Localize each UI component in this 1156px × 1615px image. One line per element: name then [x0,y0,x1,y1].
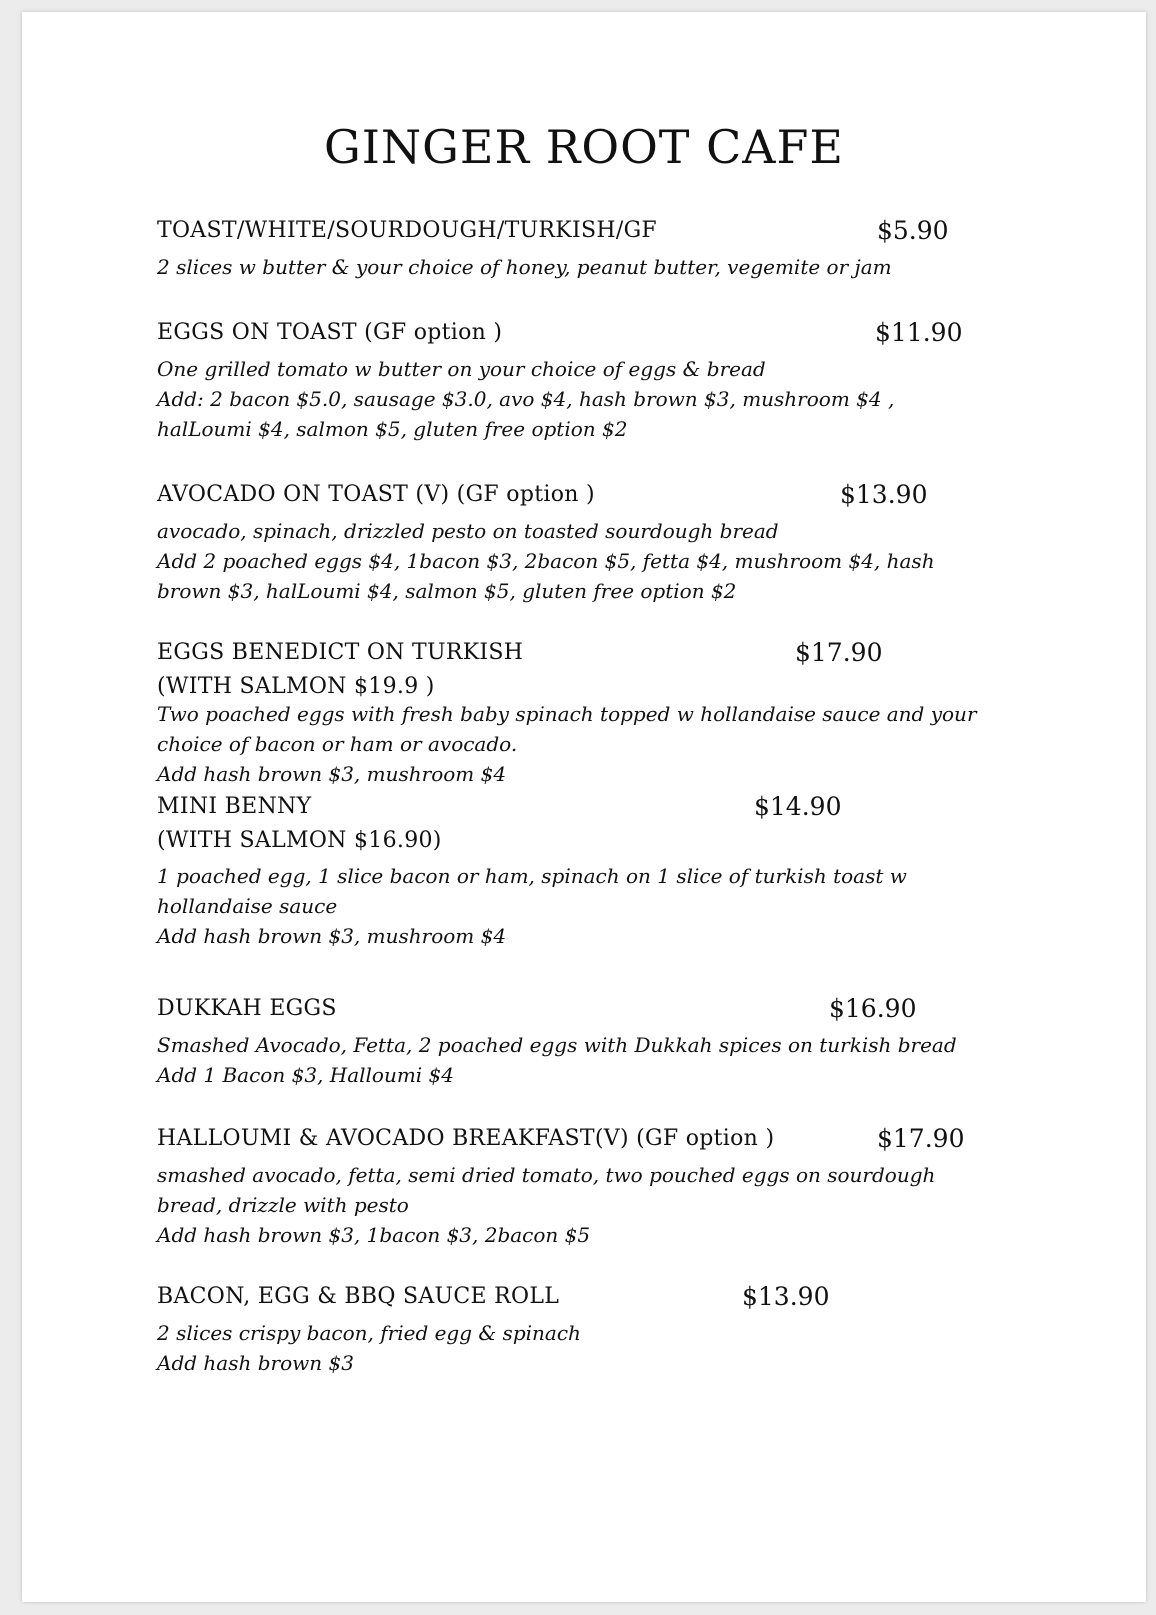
item-price: $11.90 [875,318,963,347]
menu-item [157,482,935,606]
item-description: hollandaise sauce [157,894,338,918]
item-description: One grilled tomato w butter on your choice of eggs & bread [157,357,766,381]
menu-item [157,216,949,282]
item-name: EGGS ON TOAST (GF option ) [157,320,503,345]
item-name: BACON, EGG & BBQ SAUCE ROLL [157,1284,560,1309]
menu-page [22,12,1146,1602]
item-name: EGGS BENEDICT ON TURKISH [157,640,524,665]
item-description: Add 1 Bacon $3, Halloumi $4 [157,1063,455,1087]
item-price: $17.90 [795,638,883,667]
item-description: bread, drizzle with pesto [157,1193,409,1217]
item-description: avocado, spinach, drizzled pesto on toasted sourdough bread [157,519,779,543]
item-price: $16.90 [829,994,917,1023]
item-description: brown $3, halLoumi $4, salmon $5, gluten free option $2 [157,579,737,603]
item-description: Add hash brown $3 [157,1351,354,1375]
item-description: halLoumi $4, salmon $5, gluten free option $2 [157,417,628,441]
item-price: $17.90 [877,1124,965,1153]
item-price: $13.90 [840,480,928,509]
item-name: HALLOUMI & AVOCADO BREAKFAST(V) (GF option ) [157,1126,775,1151]
item-description: 2 slices w butter & your choice of honey, peanut butter, vegemite or jam [157,255,892,279]
item-description: Add hash brown $3, 1bacon $3, 2bacon $5 [157,1223,591,1247]
item-subname: (WITH SALMON $19.9 ) [157,674,435,699]
item-description: 1 poached egg, 1 slice bacon or ham, spinach on 1 slice of turkish toast w [157,864,907,888]
menu-item [157,794,907,951]
item-price: $5.90 [877,216,949,245]
item-description: Add 2 poached eggs $4, 1bacon $3, 2bacon $5, fetta $4, mushroom $4, hash [157,549,935,573]
item-description: Smashed Avocado, Fetta, 2 poached eggs with Dukkah spices on turkish bread [157,1033,957,1057]
menu-item [157,1282,830,1378]
item-name: MINI BENNY [157,794,312,819]
item-name: DUKKAH EGGS [157,996,337,1021]
menu-item [157,640,977,789]
cafe-title: GINGER ROOT CAFE [323,120,845,174]
item-name: AVOCADO ON TOAST (V) (GF option ) [157,482,595,507]
item-price: $14.90 [754,792,842,821]
item-subname: (WITH SALMON $16.90) [157,828,442,853]
item-description: 2 slices crispy bacon, fried egg & spinach [157,1321,581,1345]
menu-item [157,1124,965,1250]
item-description: Add hash brown $3, mushroom $4 [157,924,507,948]
menu-item [157,318,963,444]
menu-item [157,996,957,1090]
item-description: Add: 2 bacon $5.0, sausage $3.0, avo $4, hash brown $3, mushroom $4 , [157,387,895,411]
item-name: TOAST/WHITE/SOURDOUGH/TURKISH/GF [157,218,658,243]
item-description: smashed avocado, fetta, semi dried tomato, two pouched eggs on sourdough [157,1163,936,1187]
item-description: Add hash brown $3, mushroom $4 [157,762,507,786]
item-price: $13.90 [742,1282,830,1311]
item-description: choice of bacon or ham or avocado. [157,732,518,756]
item-description: Two poached eggs with fresh baby spinach topped w hollandaise sauce and your [157,702,977,726]
